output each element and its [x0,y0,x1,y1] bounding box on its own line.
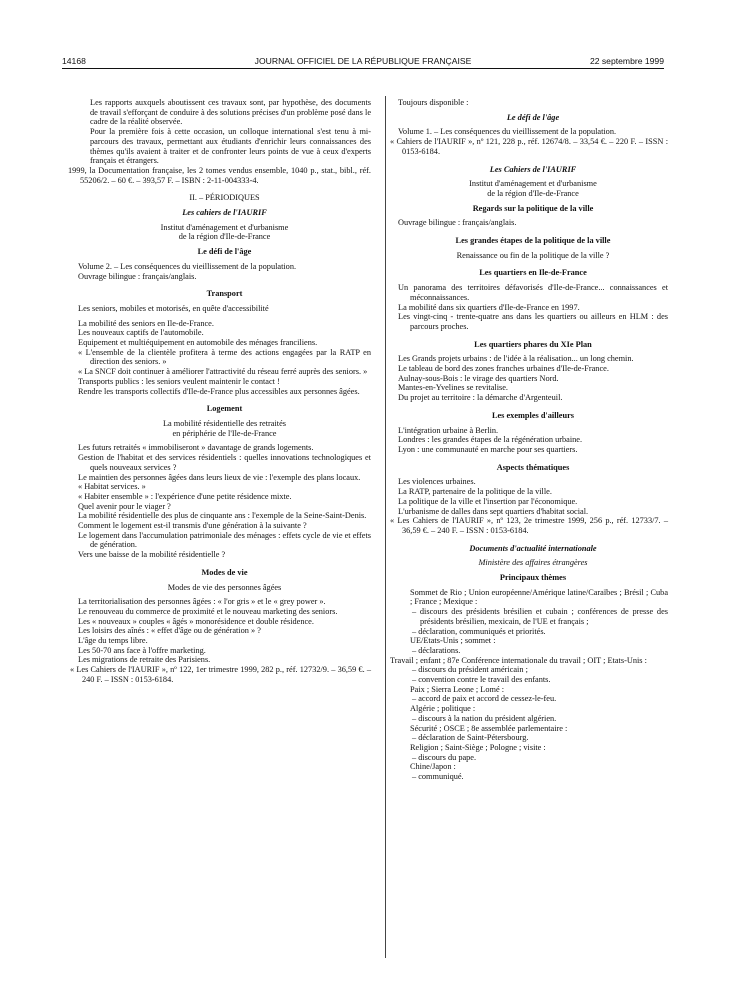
institute-name: Institut d'aménagement et d'urbanisme [160,222,289,232]
header-rule [62,68,664,69]
list-item: Les Grands projets urbains : de l'idée à la réalisation... un long chemin. [398,354,634,364]
section-heading: II. – PÉRIODIQUES [189,193,260,203]
chapter-heading: Aspects thématiques [496,462,570,472]
list-item: La RATP, partenaire de la politique de la ville. [398,487,552,497]
volume-line: Volume 1. – Les conséquences du vieillissement de la population. [398,127,617,137]
chapter-subtitle: en périphérie de l'Ile-de-France [172,428,277,438]
list-item: Le maintien des personnes âgées dans leurs lieux de vie : l'exemple des plans locaux. [78,472,361,482]
list-item: Du projet au territoire : la démarche d'Argenteuil. [398,393,563,403]
journal-title: JOURNAL OFFICIEL DE LA RÉPUBLIQUE FRANÇAISE [254,56,472,66]
institute-name: Institut d'aménagement et d'urbanisme [469,179,597,189]
theme-line: – déclaration de Saint-Pétersbourg. [412,733,529,743]
list-item: Mantes-en-Yvelines se revitalise. [398,383,508,393]
institute-name: de la région d'Ile-de-France [178,232,271,242]
theme-line: Paix ; Sierra Leone ; Lomé : [410,684,505,694]
list-item: La mobilité résidentielle des plus de cinquante ans : l'exemple de la Seine-Saint-Denis. [78,511,367,521]
list-item: Un panorama des territoires défavorisés d'Ile-de-France... connaissances et méconnaissances. [398,283,668,302]
periodical-title: Les cahiers de l'IAURIF [182,208,267,218]
list-item: Equipement et multiéquipement en automobile des ménages franciliens. [78,338,318,348]
volume-line: Volume 2. – Les conséquences du vieillissement de la population. [78,261,297,271]
list-item: Le tableau de bord des zones franches urbaines d'Ile-de-France. [398,364,609,374]
theme-line: – discours du pape. [412,752,477,762]
chapter-heading: Les quartiers phares du XIe Plan [474,339,592,349]
theme-line: UE/Etats-Unis ; sommet : [410,636,496,646]
list-item: La mobilité des seniors en Ile-de-France. [78,318,214,328]
issue-title: Le défi de l'âge [197,247,252,257]
left-column [68,98,371,685]
list-item: La mobilité dans six quartiers d'Ile-de-France en 1997. [398,302,580,312]
logement-list [78,443,371,559]
list-item: Lyon : une communauté en marche pour ses quartiers. [398,444,578,454]
theme-line: – communiqué. [412,772,464,782]
theme-line: – discours à la nation du président algérien. [412,713,557,723]
chapter-subtitle: Les seniors, mobiles et motorisés, en quête d'accessibilité [78,303,269,313]
page-number: 14168 [62,56,86,66]
list-item: Les migrations de retraite des Parisiens. [78,655,211,665]
list-item: Quel avenir pour le viager ? [78,501,171,511]
publication-reference: « Cahiers de l'IAURIF », nº 121, 228 p., réf. 12674/8. – 33,54 €. – 220 F. – ISSN : 0153-6184. [390,137,668,156]
phares-list [398,354,668,403]
theme-line: Religion ; Saint-Siège ; Pologne ; visite : [410,742,546,752]
publication-reference: 1999, la Documentation française, les 2 tomes vendus ensemble, 1040 p., stat., bibl., réf. 55206/2. – 60 €. – 393,57 F. – ISBN : 2-11-004333-4. [68,165,371,185]
list-item: Londres : les grandes étapes de la régénération urbaine. [398,435,583,445]
quartiers-list [398,283,668,332]
theme-line: Chine/Japon : [410,762,456,772]
theme-line: – discours du président américain ; [412,665,528,675]
theme-line: – déclaration, communiqués et priorités. [412,626,546,636]
language-note: Ouvrage bilingue : français/anglais. [78,271,197,281]
issue-title: Le défi de l'âge [506,112,560,122]
intro-paragraph: Pour la première fois à cette occasion, un colloque international s'est tenu à mi-parcours des travaux, permettant aux étudiants d'enrichir leurs connaissances des thèmes qu'ils avaient à traiter et de confronter leurs points de vue à ceux d'experts français et étrangers. [90,127,371,166]
list-item: Les futurs retraités « immobiliseront » davantage de grands logements. [78,443,314,453]
theme-line: Algérie ; politique : [410,704,476,714]
chapter-heading: Logement [206,404,243,414]
publication-reference: « Les Cahiers de l'IAURIF », nº 122, 1er trimestre 1999, 282 p., réf. 12732/9. – 36,59 €. – 240 F. – ISSN : 0153-6184. [70,665,371,684]
list-item: « L'ensemble de la clientèle profitera à terme des actions engagées par la RATP en direction des seniors. » [78,347,371,367]
transport-list [78,319,371,397]
themes-heading: Principaux thèmes [499,573,567,583]
ministry-name: Ministère des affaires étrangères [478,558,588,568]
theme-line: – discours des présidents brésilien et cubain ; conférences de presse des présidents brésilien, mexicain, de l'UE et français ; [412,607,668,626]
list-item: Aulnay-sous-Bois : le virage des quartiers Nord. [398,373,559,383]
periodical-title: Documents d'actualité internationale [469,543,597,553]
list-item: Les vingt-cinq - trente-quatre ans dans les quartiers ou ailleurs en HLM : des parcours proches. [398,312,668,331]
list-item: Les « nouveaux » couples « âgés » monorésidence et double résidence. [78,616,314,626]
theme-line: Sommet de Rio ; Union européenne/Amérique latine/Caraïbes ; Brésil ; Cuba ; France ; Mexique : [410,587,668,607]
list-item: L'intégration urbaine à Berlin. [398,425,499,435]
periodical-title: Les Cahiers de l'IAURIF [489,164,577,174]
list-item: « Habitat services. » [78,482,146,492]
list-item: Les 50-70 ans face à l'offre marketing. [78,645,206,655]
list-item: Vers une baisse de la mobilité résidentielle ? [78,550,226,560]
list-item: Le renouveau du commerce de proximité et le nouveau marketing des seniors. [78,606,338,616]
issue-title: Regards sur la politique de la ville [472,203,594,213]
list-item: La territorialisation des personnes âgées : « l'or gris » et le « grey power ». [78,597,326,607]
exemples-list [398,426,668,455]
availability-note: Toujours disponible : [398,98,469,107]
intro-paragraph: Les rapports auxquels aboutissent ces travaux sont, par hypothèse, des documents de travail s'efforçant de conduire à des solutions précises d'un problème posé dans le cadre de la réalité observée. [90,98,371,127]
list-item: L'âge du temps libre. [78,636,148,646]
modes-list [78,597,371,665]
theme-line: Sécurité ; OSCE ; 8e assemblée parlementaire : [410,723,568,733]
list-item: Les violences urbaines. [398,477,476,487]
chapter-heading: Les exemples d'ailleurs [491,410,575,420]
list-item: Transports publics : les seniors veulent maintenir le contact ! [78,376,280,386]
list-item: L'urbanisme de dalles dans sept quartiers d'habitat social. [398,506,589,516]
list-item: Le logement dans l'accumulation patrimoniale des ménages : effets cycle de vie et effets de génération. [78,530,371,550]
chapter-subtitle: La mobilité résidentielle des retraités [162,418,287,428]
list-item: Les loisirs des aînés : « effet d'âge ou de génération » ? [78,626,261,636]
list-item: Gestion de l'habitat et des services résidentiels : quelles innovations technologiques et quels nouveaux services ? [78,453,371,472]
list-item: Comment le logement est-il transmis d'une génération à la suivante ? [78,521,307,531]
themes-list [390,587,668,782]
chapter-subtitle: Renaissance ou fin de la politique de la ville ? [456,250,610,260]
issue-date: 22 septembre 1999 [589,56,664,66]
theme-line: Travail ; enfant ; 87e Conférence internationale du travail ; OIT ; Etats-Unis : [390,655,647,665]
chapter-subtitle: Modes de vie des personnes âgées [167,582,282,592]
theme-line: – accord de paix et accord de cessez-le-feu. [412,694,557,704]
chapter-heading: Transport [206,289,243,299]
publication-reference: « Les Cahiers de l'IAURIF », nº 123, 2e trimestre 1999, 256 p., réf. 12733/7. – 36,59 €. – 240 F. – ISSN : 0153-6184. [390,516,668,535]
chapter-heading: Modes de vie [201,567,248,577]
list-item: La politique de la ville et l'insertion par l'économique. [398,496,578,506]
chapter-heading: Les grandes étapes de la politique de la ville [455,236,611,246]
list-item: Rendre les transports collectifs d'Ile-de-France plus accessibles aux personnes âgées. [78,386,360,396]
theme-line: – convention contre le travail des enfants. [412,675,551,685]
theme-line: – déclarations. [412,645,461,655]
aspects-list [398,477,668,516]
column-divider [385,96,386,958]
list-item: « La SNCF doit continuer à améliorer l'attractivité du réseau ferré auprès des seniors. » [78,367,368,377]
list-item: Les nouveaux captifs de l'automobile. [78,328,204,338]
institute-name: de la région d'Ile-de-France [487,188,579,198]
right-column [390,98,668,782]
language-note: Ouvrage bilingue : français/anglais. [398,218,517,228]
chapter-heading: Les quartiers en Ile-de-France [479,268,587,278]
list-item: « Habiter ensemble » : l'expérience d'une petite résidence mixte. [78,491,292,501]
